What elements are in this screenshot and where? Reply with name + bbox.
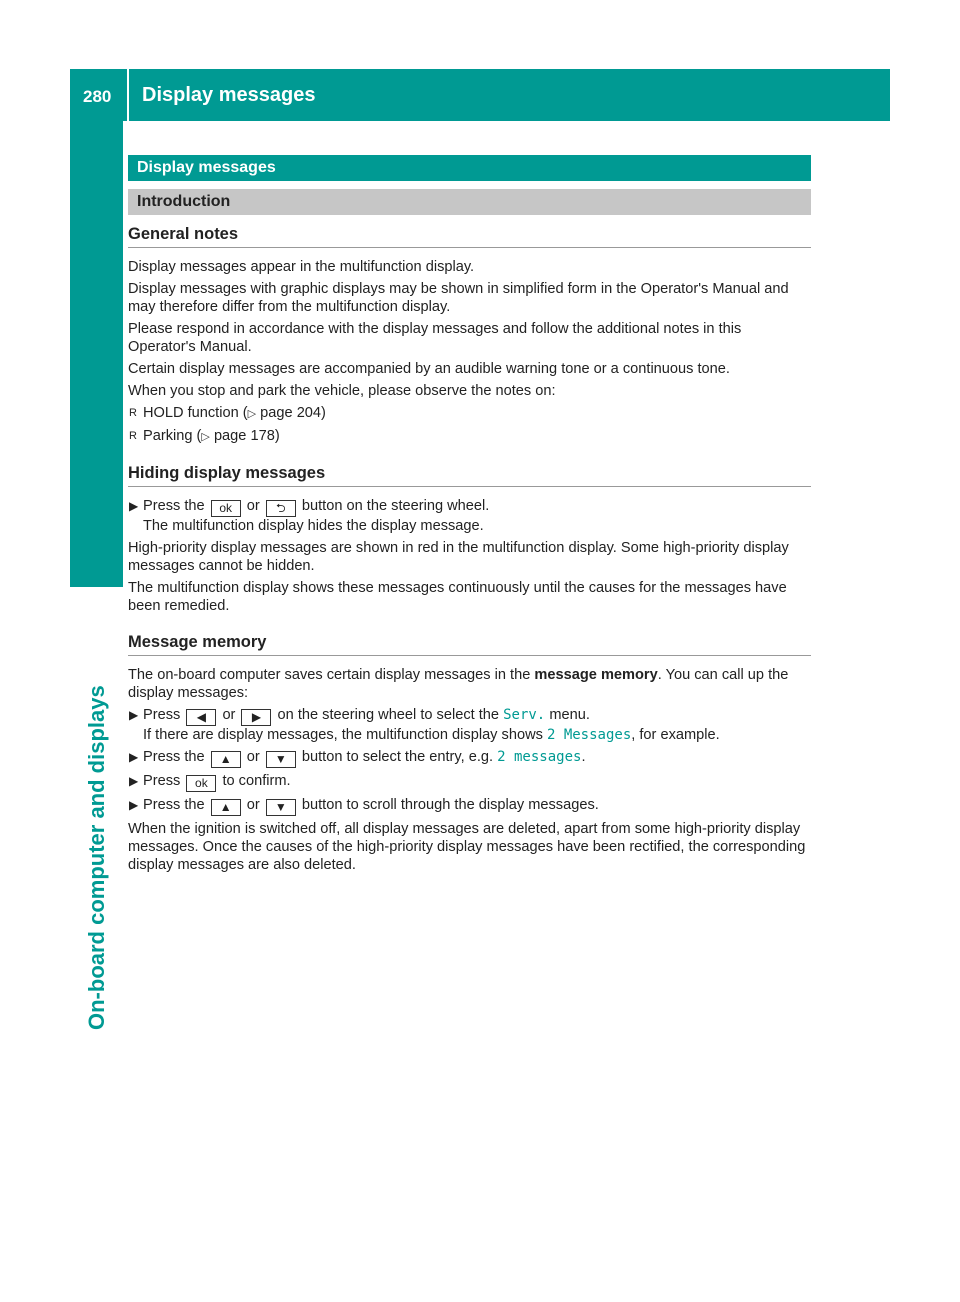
list-item: R Parking (▷ page 178) (129, 428, 280, 444)
paragraph: When the ignition is switched off, all display messages are deleted, apart from some high-priority display messages. Once the causes of the high-priority display messages have been rectified, the corresponding display messages are also deleted. (128, 821, 806, 873)
page-link[interactable]: page 204 (260, 405, 322, 421)
page-ref-icon: ▷ (247, 408, 257, 420)
side-tab (70, 121, 123, 587)
down-key-icon: ▼ (266, 751, 296, 768)
header-divider (127, 69, 129, 121)
heading-hiding: Hiding display messages (128, 464, 811, 487)
bullet-icon: R (129, 430, 137, 442)
paragraph: The multifunction display shows these messages continuously until the causes for the messages have been remedied. (128, 580, 787, 614)
side-title: On-board computer and displays (84, 685, 109, 1030)
header-title: Display messages (142, 84, 316, 106)
display-text-entry: 2 messages (497, 749, 582, 765)
page-content (128, 155, 811, 878)
bold-term: message memory (534, 667, 658, 683)
instruction-step: ▶ Press ◀ or ▶ on the steering wheel to select the Serv. menu. If there are display messages, the multifunction display shows 2 Messages, for example. (129, 707, 720, 743)
page-number: 280 (83, 87, 112, 106)
display-text-serv: Serv. (503, 707, 546, 723)
step-arrow-icon: ▶ (129, 774, 139, 788)
side-title-wrap (78, 590, 118, 1040)
instruction-step: ▶ Press ok to confirm. (129, 773, 291, 790)
paragraph: High-priority display messages are shown in red in the multifunction display. Some high-priority display messages cannot be hidden. (128, 540, 789, 574)
step-arrow-icon: ▶ (129, 798, 139, 812)
paragraph: Display messages appear in the multifunction display. (128, 259, 475, 275)
section-title-bar: Display messages (128, 155, 811, 181)
page-ref-icon: ▷ (201, 431, 210, 443)
subsection-title-bar: Introduction (128, 189, 811, 215)
left-key-icon: ◀ (186, 709, 216, 726)
back-key-icon: ⮌ (266, 500, 296, 517)
ok-key-icon: ok (186, 775, 216, 792)
instruction-step: ▶ Press the ok or ⮌ button on the steering wheel. The multifunction display hides the display message. (129, 498, 490, 534)
paragraph: When you stop and park the vehicle, please observe the notes on: (128, 383, 556, 399)
instruction-step: ▶ Press the ▲ or ▼ button to scroll through the display messages. (129, 797, 599, 814)
step-arrow-icon: ▶ (129, 499, 139, 513)
up-key-icon: ▲ (211, 799, 241, 816)
paragraph: The on-board computer saves certain display messages in the message memory. You can call up the display messages: (128, 667, 789, 701)
instruction-step: ▶ Press the ▲ or ▼ button to select the entry, e.g. 2 messages. (129, 749, 586, 766)
heading-message-memory: Message memory (128, 633, 811, 656)
step-arrow-icon: ▶ (129, 708, 139, 722)
heading-general-notes: General notes (128, 225, 811, 248)
down-key-icon: ▼ (266, 799, 296, 816)
step-arrow-icon: ▶ (129, 750, 139, 764)
paragraph: Display messages with graphic displays may be shown in simplified form in the Operator's Manual and may therefore differ from the multifunction display. (128, 281, 789, 315)
page-link[interactable]: page 178 (213, 428, 275, 444)
right-key-icon: ▶ (241, 709, 271, 726)
page-header (70, 69, 890, 121)
paragraph: Certain display messages are accompanied by an audible warning tone or a continuous tone. (128, 361, 730, 377)
list-item: R HOLD function (▷ page 204) (129, 405, 326, 421)
display-text-messages: 2 Messages (546, 727, 632, 743)
paragraph: Please respond in accordance with the display messages and follow the additional notes in this Operator's Manual. (128, 321, 742, 355)
step-result: The multifunction display hides the display message. (143, 518, 484, 534)
ok-key-icon: ok (211, 500, 241, 517)
bullet-icon: R (129, 407, 137, 419)
up-key-icon: ▲ (211, 751, 241, 768)
